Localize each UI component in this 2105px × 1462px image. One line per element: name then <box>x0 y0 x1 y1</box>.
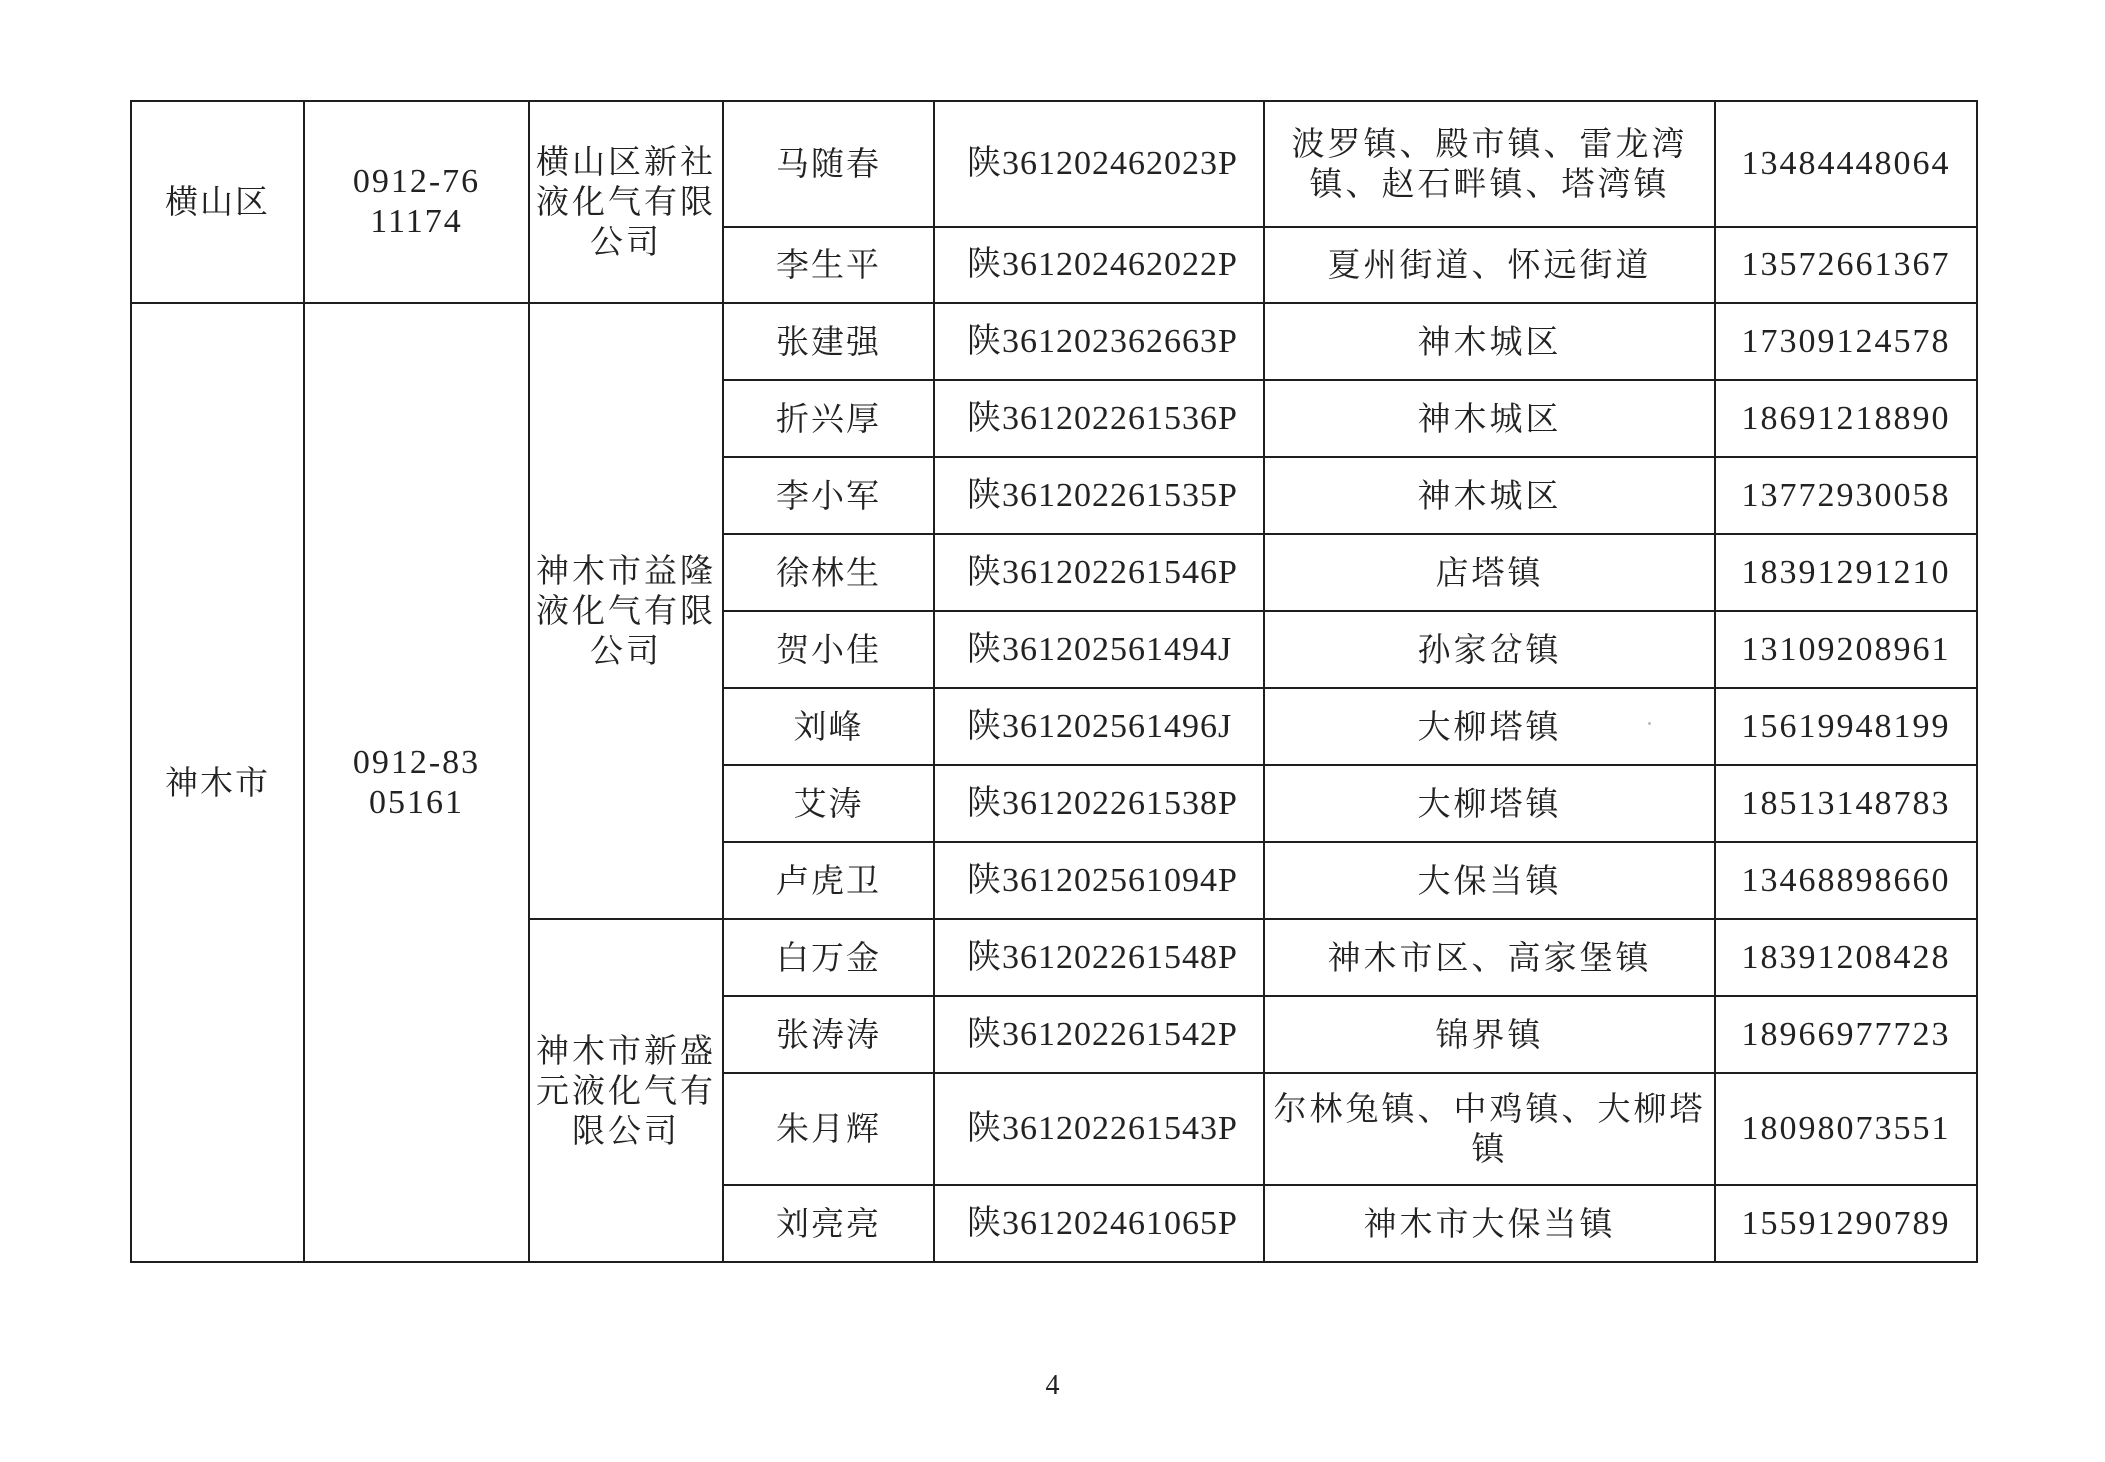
staff-name-cell: 李生平 <box>723 227 934 303</box>
district-phone: 0912-7611174 <box>352 163 481 240</box>
license-number-cell: 陕361202261542P <box>934 996 1264 1073</box>
district-phone-cell <box>304 303 529 1262</box>
contact-phone-cell: 18391291210 <box>1715 534 1977 611</box>
service-area-cell: 夏州街道、怀远街道 <box>1264 227 1715 303</box>
license-number-cell: 陕361202362663P <box>934 303 1264 380</box>
service-area-cell: 波罗镇、殿市镇、雷龙湾镇、赵石畔镇、塔湾镇 <box>1264 101 1715 227</box>
service-area-cell: 锦界镇 <box>1264 996 1715 1073</box>
company-name-cell: 神木市新盛元液化气有限公司 <box>529 919 723 1262</box>
page-number: 4 <box>1045 1370 1060 1401</box>
contact-phone-cell: 13772930058 <box>1715 457 1977 534</box>
staff-name-cell: 贺小佳 <box>723 611 934 688</box>
table-row <box>131 101 1977 227</box>
license-number-cell: 陕361202561496J <box>934 688 1264 765</box>
license-number-cell: 陕361202261548P <box>934 919 1264 996</box>
service-area-cell: 大柳塔镇 <box>1264 765 1715 842</box>
service-area-cell: 神木城区 <box>1264 303 1715 380</box>
license-number-cell: 陕361202261535P <box>934 457 1264 534</box>
staff-name-cell: 李小军 <box>723 457 934 534</box>
company-name-cell: 神木市益隆液化气有限公司 <box>529 303 723 919</box>
staff-name-cell: 张建强 <box>723 303 934 380</box>
license-number-cell: 陕361202461065P <box>934 1185 1264 1262</box>
contact-phone-cell: 18098073551 <box>1715 1073 1977 1185</box>
license-number-cell: 陕361202261536P <box>934 380 1264 457</box>
license-number-cell: 陕361202261538P <box>934 765 1264 842</box>
service-area-cell: 神木市区、高家堡镇 <box>1264 919 1715 996</box>
staff-name-cell: 卢虎卫 <box>723 842 934 919</box>
staff-name-cell: 白万金 <box>723 919 934 996</box>
district-name-cell: 横山区 <box>131 101 304 303</box>
staff-name-cell: 刘亮亮 <box>723 1185 934 1262</box>
contact-phone-cell: 15591290789 <box>1715 1185 1977 1262</box>
contact-phone-cell: 13572661367 <box>1715 227 1977 303</box>
contact-phone-cell: 15619948199 <box>1715 688 1977 765</box>
license-number-cell: 陕361202261543P <box>934 1073 1264 1185</box>
service-area-cell: 尔林兔镇、中鸡镇、大柳塔镇 <box>1264 1073 1715 1185</box>
scan-speck <box>1648 722 1651 725</box>
contact-phone-cell: 18391208428 <box>1715 919 1977 996</box>
staff-name-cell: 折兴厚 <box>723 380 934 457</box>
service-area-cell: 孙家岔镇 <box>1264 611 1715 688</box>
contact-phone-cell: 18966977723 <box>1715 996 1977 1073</box>
roster-body <box>131 101 1977 1262</box>
staff-name-cell: 张涛涛 <box>723 996 934 1073</box>
service-area-cell: 店塔镇 <box>1264 534 1715 611</box>
license-number-cell: 陕361202561494J <box>934 611 1264 688</box>
company-name-cell: 横山区新社液化气有限公司 <box>529 101 723 303</box>
service-area-cell: 神木市大保当镇 <box>1264 1185 1715 1262</box>
staff-name-cell: 刘峰 <box>723 688 934 765</box>
contact-phone-cell: 13468898660 <box>1715 842 1977 919</box>
district-phone: 0912-8305161 <box>352 743 481 821</box>
staff-name-cell: 徐林生 <box>723 534 934 611</box>
service-area-cell: 大保当镇 <box>1264 842 1715 919</box>
district-phone-cell <box>304 101 529 303</box>
service-area-cell: 大柳塔镇 <box>1264 688 1715 765</box>
license-number-cell: 陕361202561094P <box>934 842 1264 919</box>
service-area-cell: 神木城区 <box>1264 380 1715 457</box>
staff-name-cell: 艾涛 <box>723 765 934 842</box>
staff-name-cell: 朱月辉 <box>723 1073 934 1185</box>
staff-name-cell: 马随春 <box>723 101 934 227</box>
contact-phone-cell: 18513148783 <box>1715 765 1977 842</box>
table-row <box>131 303 1977 380</box>
contact-phone-cell: 13109208961 <box>1715 611 1977 688</box>
service-area-cell: 神木城区 <box>1264 457 1715 534</box>
contact-phone-cell: 17309124578 <box>1715 303 1977 380</box>
gas-supplier-roster-table <box>130 100 1978 1263</box>
license-number-cell: 陕361202462022P <box>934 227 1264 303</box>
district-name-cell: 神木市 <box>131 303 304 1262</box>
contact-phone-cell: 18691218890 <box>1715 380 1977 457</box>
contact-phone-cell: 13484448064 <box>1715 101 1977 227</box>
license-number-cell: 陕361202462023P <box>934 101 1264 227</box>
license-number-cell: 陕361202261546P <box>934 534 1264 611</box>
